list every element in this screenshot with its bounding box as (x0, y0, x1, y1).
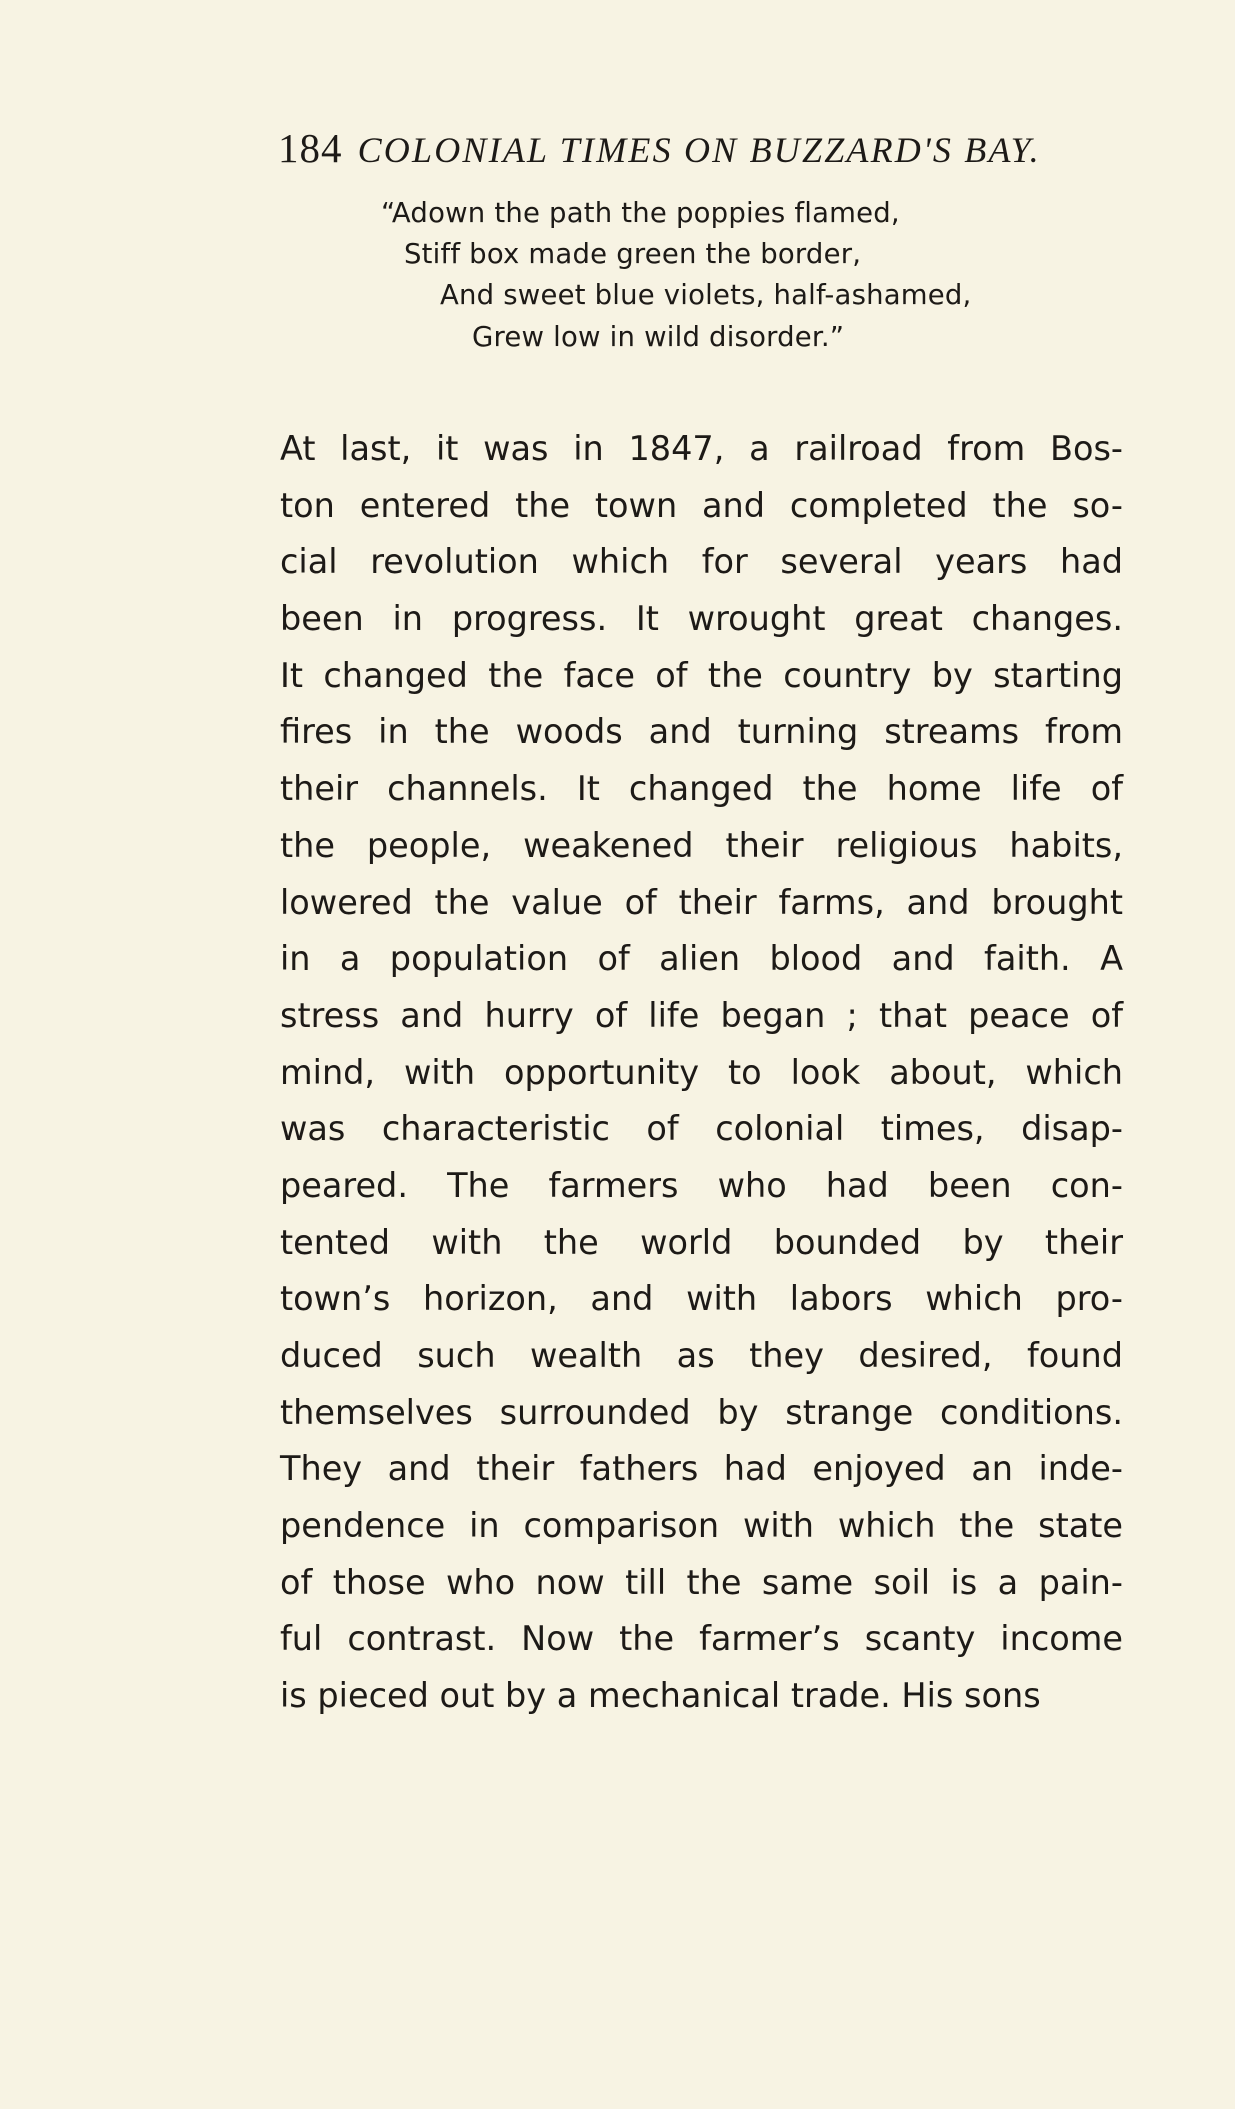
page-number: 184 (278, 125, 343, 171)
text-line: themselves surrounded by strange conditions. (280, 1392, 1123, 1432)
verse-line: “Adown the path the poppies flamed, (381, 197, 900, 229)
text-line: fires in the woods and turning streams from (280, 712, 1123, 752)
text-line: pendence in comparison with which the state (280, 1506, 1123, 1546)
text-line: ful contrast. Now the farmer’s scanty income (280, 1619, 1123, 1659)
text-line: town’s horizon, and with labors which pro- (280, 1279, 1123, 1319)
verse-line: Grew low in wild disorder.” (472, 321, 845, 353)
running-title: COLONIAL TIMES ON BUZZARD'S BAY. (357, 130, 1041, 170)
text-line: their channels. It changed the home life of (280, 769, 1123, 809)
text-line: peared. The farmers who had been con- (280, 1165, 1123, 1205)
text-line: of those who now till the same soil is a pain- (280, 1562, 1123, 1602)
text-line: lowered the value of their farms, and brought (280, 882, 1123, 922)
running-head (278, 124, 1138, 184)
text-line: was characteristic of colonial times, disap- (280, 1109, 1123, 1149)
text-line: cial revolution which for several years had (280, 542, 1123, 582)
text-line: stress and hurry of life began ; that peace of (280, 995, 1123, 1035)
verse-line: And sweet blue violets, half-ashamed, (440, 279, 972, 311)
body-paragraph (280, 421, 1123, 1725)
text-line: It changed the face of the country by starting (280, 655, 1123, 695)
text-line: been in progress. It wrought great changes. (280, 599, 1123, 639)
text-line: At last, it was in 1847, a railroad from Bos- (280, 429, 1123, 468)
text-line: the people, weakened their religious habits, (280, 825, 1123, 865)
text-line: duced such wealth as they desired, found (280, 1336, 1123, 1375)
text-line: They and their fathers had enjoyed an inde- (280, 1449, 1123, 1489)
verse-line: Stiff box made green the border, (404, 238, 862, 270)
text-line: is pieced out by a mechanical trade. His sons (280, 1676, 1041, 1716)
text-line: ton entered the town and completed the so- (280, 485, 1123, 525)
text-line: mind, with opportunity to look about, which (280, 1052, 1123, 1092)
text-line: in a population of alien blood and faith. A (280, 939, 1123, 979)
text-line: tented with the world bounded by their (280, 1222, 1123, 1262)
